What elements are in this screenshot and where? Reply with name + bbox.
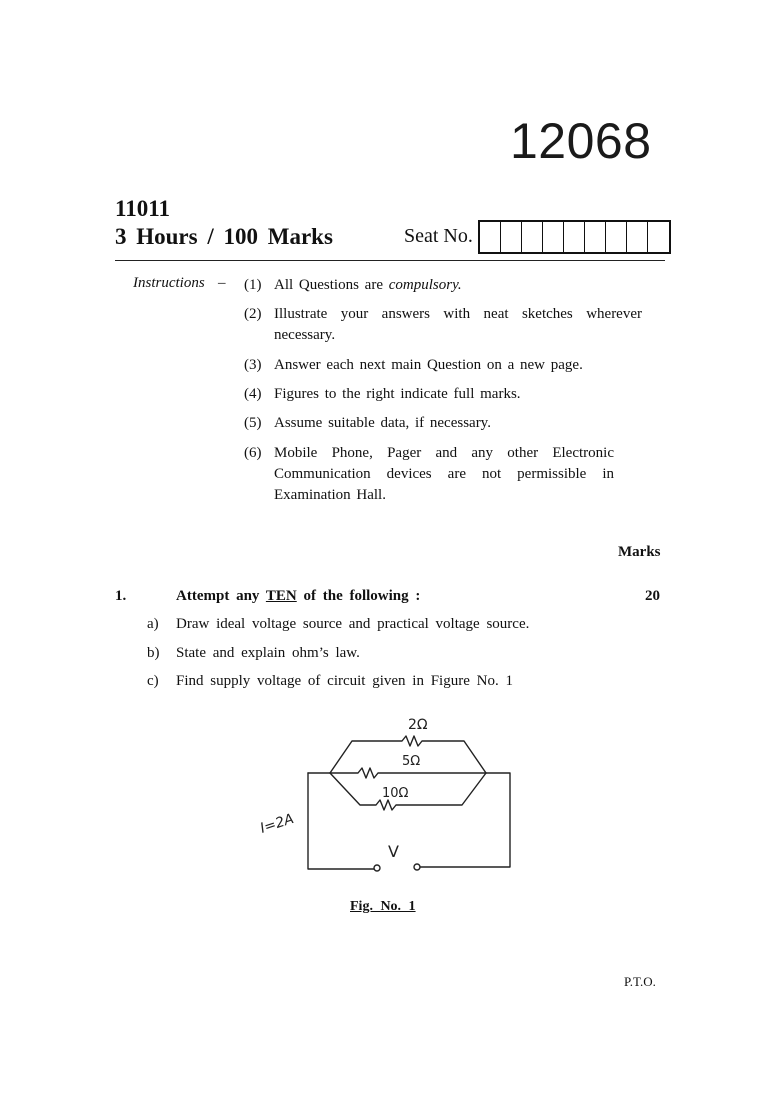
terminal-left bbox=[374, 865, 380, 871]
subject-code: 11011 bbox=[115, 196, 170, 221]
instructions-dash: – bbox=[218, 275, 226, 291]
instruction-number: (3) bbox=[244, 357, 262, 373]
resistor-label-10ohm: 10Ω bbox=[382, 786, 409, 801]
resistor-5ohm bbox=[330, 768, 486, 778]
question-heading-pre: Attempt any bbox=[176, 588, 260, 604]
sub-question-letter: a) bbox=[147, 616, 159, 632]
pto-note: P.T.O. bbox=[624, 974, 656, 989]
seat-box[interactable] bbox=[606, 222, 627, 252]
instruction-item bbox=[244, 384, 644, 405]
current-label: I=2A bbox=[258, 810, 296, 837]
seat-box[interactable] bbox=[501, 222, 522, 252]
header-divider bbox=[115, 260, 665, 261]
question-marks: 20 bbox=[645, 588, 660, 604]
instruction-item bbox=[244, 413, 644, 434]
sub-question-text: Draw ideal voltage source and practical voltage source. bbox=[176, 616, 530, 632]
question-heading-post: of the following : bbox=[303, 588, 421, 604]
question-heading bbox=[176, 588, 420, 605]
question-heading-emphasis: TEN bbox=[265, 588, 297, 604]
paper-code: 12068 bbox=[510, 113, 652, 169]
seat-box[interactable] bbox=[543, 222, 564, 252]
instruction-text: Answer each next main Question on a new page. bbox=[274, 357, 583, 373]
instruction-item bbox=[244, 355, 644, 376]
seat-box[interactable] bbox=[648, 222, 669, 252]
instructions-label: Instructions bbox=[133, 275, 205, 291]
seat-box[interactable] bbox=[522, 222, 543, 252]
instruction-number: (4) bbox=[244, 386, 262, 402]
question-number: 1. bbox=[115, 588, 127, 604]
seat-number-label: Seat No. bbox=[404, 225, 473, 247]
instruction-item bbox=[244, 443, 644, 506]
seat-box[interactable] bbox=[480, 222, 501, 252]
seat-box[interactable] bbox=[627, 222, 648, 252]
sub-question-text: Find supply voltage of circuit given in Figure No. 1 bbox=[176, 673, 513, 689]
seat-box[interactable] bbox=[564, 222, 585, 252]
instruction-text: Mobile Phone, Pager and any other Electronic Communication devices are not permissible in Examination Hall. bbox=[274, 445, 614, 503]
sub-question-letter: b) bbox=[147, 645, 160, 661]
sub-question-letter: c) bbox=[147, 673, 159, 689]
duration-marks: 3 Hours / 100 Marks bbox=[115, 224, 333, 249]
seat-box[interactable] bbox=[585, 222, 606, 252]
terminal-right bbox=[414, 864, 420, 870]
sub-question-text: State and explain ohm’s law. bbox=[176, 645, 360, 661]
instruction-item bbox=[244, 275, 644, 296]
circuit-diagram bbox=[250, 705, 530, 895]
instruction-text: Figures to the right indicate full marks. bbox=[274, 386, 521, 402]
instruction-item bbox=[244, 304, 644, 346]
resistor-label-5ohm: 5Ω bbox=[402, 754, 421, 769]
figure-caption: Fig. No. 1 bbox=[350, 899, 416, 914]
voltage-label: V bbox=[388, 842, 399, 861]
instruction-text-italic: compulsory. bbox=[388, 277, 462, 293]
resistor-label-2ohm: 2Ω bbox=[408, 717, 428, 733]
instruction-number: (2) bbox=[244, 306, 262, 322]
circuit-wire-top-right bbox=[420, 773, 510, 867]
seat-number-boxes[interactable] bbox=[478, 220, 671, 254]
instruction-text: Illustrate your answers with neat sketches wherever necessary. bbox=[274, 306, 642, 343]
instruction-number: (5) bbox=[244, 415, 262, 431]
instruction-text bbox=[274, 275, 642, 296]
marks-heading: Marks bbox=[618, 544, 661, 560]
circuit-wire-top-left bbox=[308, 773, 374, 869]
instruction-text-main: All Questions are bbox=[274, 277, 383, 293]
instruction-number: (1) bbox=[244, 277, 262, 293]
instruction-number: (6) bbox=[244, 445, 262, 461]
instruction-text: Assume suitable data, if necessary. bbox=[274, 415, 491, 431]
